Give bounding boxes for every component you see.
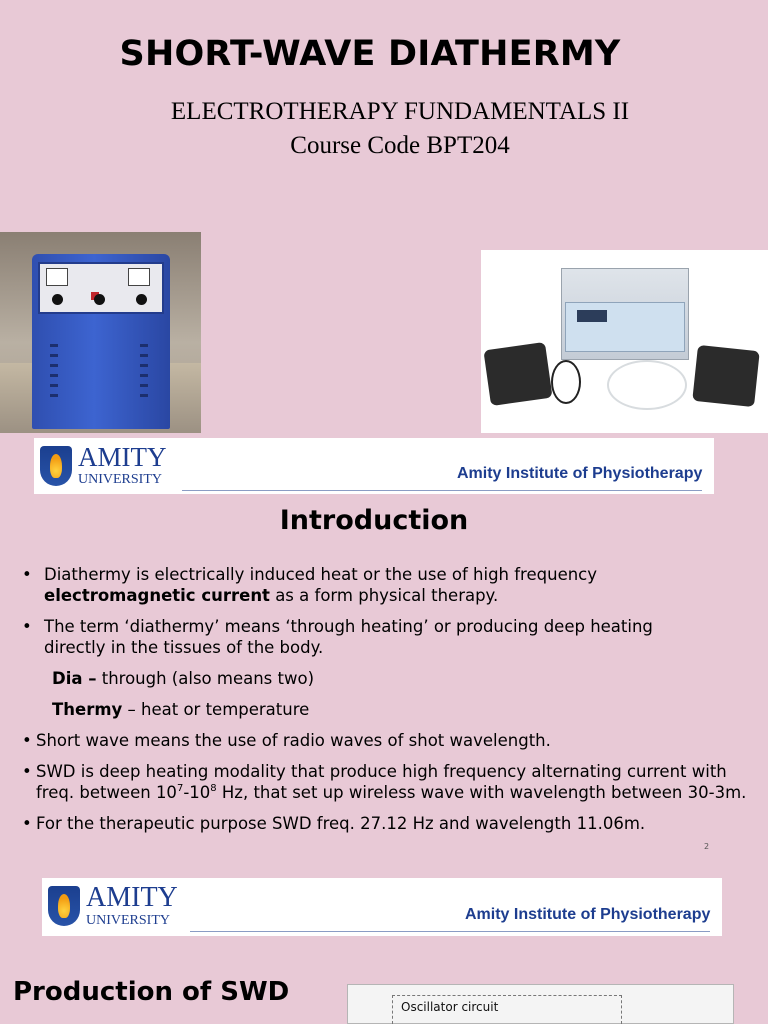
amity-logo — [48, 882, 178, 932]
portable-diathermy-unit-photo — [481, 250, 768, 433]
diathermy-cabinet-photo — [0, 232, 201, 433]
page-number: 2 — [704, 842, 710, 851]
definition-dia: Dia – through (also means two) — [52, 669, 315, 688]
course-name: ELECTROTHERAPY FUNDAMENTALS II — [170, 98, 630, 125]
bullet-item: • The term ‘diathermy’ means ‘through heating’ or producing deep heating directly in the tissues of the body. — [22, 616, 702, 658]
oscillator-circuit-label: Oscillator circuit — [401, 1000, 499, 1014]
bullet-item: • Short wave means the use of radio waves of shot wavelength. — [22, 730, 752, 751]
institute-name: Amity Institute of Physiotherapy — [457, 465, 703, 482]
bullet-item: • For the therapeutic purpose SWD freq. 27.12 Hz and wavelength 11.06m. — [22, 813, 752, 834]
definition-thermy: Thermy – heat or temperature — [52, 700, 310, 719]
bullet-item: • Diathermy is electrically induced heat or the use of high frequency electromagnetic current as a form physical therapy. — [22, 564, 752, 606]
university-logo-text: UNIVERSITY — [78, 472, 162, 487]
amity-logo-text: AMITY — [86, 882, 178, 913]
amity-header-bar — [42, 878, 722, 936]
amity-logo-text: AMITY — [78, 442, 167, 472]
amity-crest-icon — [40, 446, 72, 486]
course-code: Course Code BPT204 — [290, 132, 510, 159]
amity-crest-icon — [48, 886, 80, 926]
university-logo-text: UNIVERSITY — [86, 913, 170, 928]
introduction-bullets — [22, 564, 752, 844]
amity-header-bar — [34, 438, 714, 494]
slide-title: SHORT-WAVE DIATHERMY — [119, 34, 621, 74]
institute-name: Amity Institute of Physiotherapy — [465, 906, 711, 923]
introduction-heading: Introduction — [279, 505, 469, 536]
bullet-item: • SWD is deep heating modality that produce high frequency alternating current with freq. between $10^7-10^8$ Hz, that set up wireless wave with wavelength between 30-3m. — [22, 761, 747, 803]
amity-logo — [40, 442, 170, 490]
production-heading: Production of SWD — [13, 977, 290, 1007]
